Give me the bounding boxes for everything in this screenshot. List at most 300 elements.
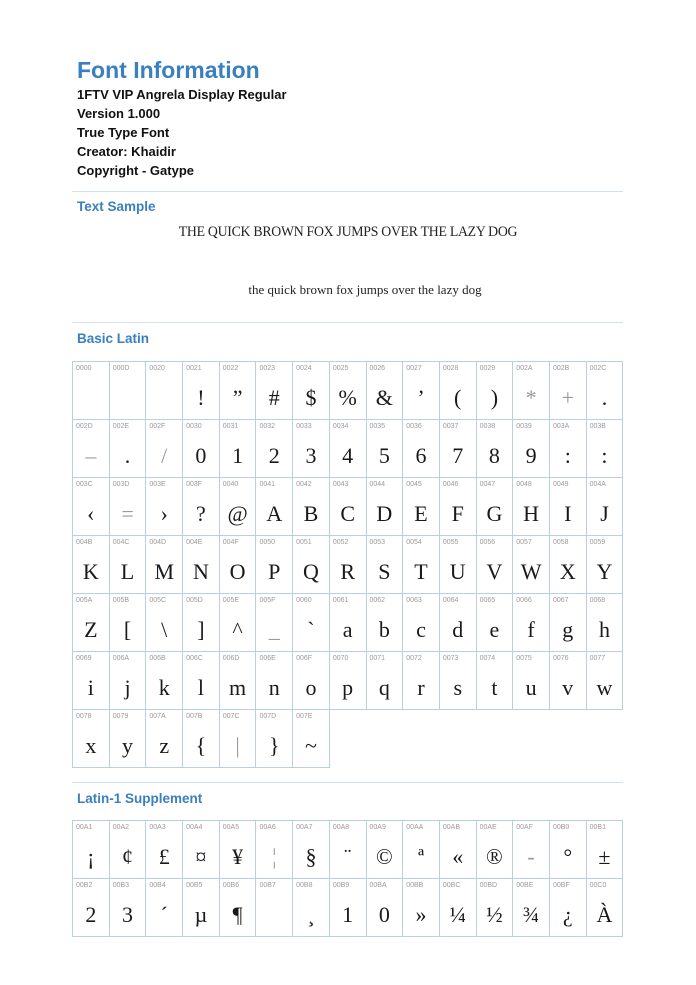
glyph-code: 0052 [332,539,349,546]
glyph-char: l [197,675,204,700]
empty-cell [439,710,476,768]
sample-lowercase: the quick brown fox jumps over the lazy dog [248,282,482,297]
glyph-code: 003C [76,481,93,488]
glyph-cell [549,821,586,879]
glyph-cell [183,821,220,879]
glyph-cell [73,879,110,937]
latin1-glyph-grid [72,820,623,937]
empty-cell [329,710,366,768]
glyph-code: 0024 [296,365,312,372]
glyph-char: ª [417,844,425,869]
glyph-code: 0032 [259,423,276,430]
glyph-char: D [376,501,393,526]
glyph-char: O [229,559,246,584]
glyph-cell [183,652,220,710]
glyph-char: m [229,675,247,700]
glyph-code: 00AB [442,824,460,831]
glyph-cell [549,536,586,594]
glyph-char: c [416,617,426,642]
glyph-cell [109,478,146,536]
glyph-code: 002E [112,423,130,430]
glyph-char: © [375,844,393,869]
glyph-code: 0056 [479,539,496,546]
glyph-char: = [121,501,134,526]
glyph-code: 00BB [406,882,424,889]
glyph-cell [403,879,440,937]
glyph-char: G [486,501,503,526]
glyph-code: 00AF [516,824,533,831]
glyph-code: 0073 [442,655,459,662]
glyph-char: 0 [378,902,390,927]
glyph-char: I [564,501,572,526]
glyph-char: . [601,385,608,410]
glyph-cell [183,594,220,652]
glyph-cell [219,478,256,536]
glyph-char: ” [232,385,243,410]
glyph-code: 0037 [442,423,459,430]
glyph-code: 0029 [479,365,496,372]
glyph-code: 0053 [369,539,386,546]
glyph-cell [476,420,513,478]
glyph-code: 00B3 [112,882,130,889]
glyph-cell [73,420,110,478]
glyph-char: # [268,385,280,410]
glyph-cell [366,821,403,879]
glyph-char: 6 [415,443,427,468]
glyph-code: 0040 [222,481,239,488]
glyph-code: 0033 [296,423,312,430]
glyph-code: 0075 [516,655,532,662]
glyph-char: N [192,559,209,584]
glyph-char: [ [123,617,132,642]
empty-cell [586,710,623,768]
glyph-cell [476,879,513,937]
glyph-char: K [82,559,99,584]
glyph-cell [256,594,293,652]
glyph-code: 0062 [369,597,386,604]
glyph-char: – [85,443,97,468]
glyph-cell [366,420,403,478]
glyph-code: 0044 [369,481,386,488]
glyph-cell [73,362,110,420]
glyph-cell [366,594,403,652]
glyph-char: z [159,733,170,758]
glyph-char: » [415,902,427,927]
glyph-code: 00A8 [332,824,350,831]
glyph-char: v [562,675,574,700]
glyph-cell [219,821,256,879]
glyph-code: 00B6 [222,882,240,889]
page-title: Font Information [77,57,260,83]
glyph-code: 00B4 [149,882,166,889]
glyph-char: ¨ [343,844,352,869]
glyph-char: 3 [122,902,134,927]
glyph-code: 0068 [589,597,606,604]
glyph-char: ? [196,501,206,526]
glyph-char: ¸ [307,902,315,927]
glyph-char: ¦ [272,844,277,869]
glyph-cell [183,536,220,594]
glyph-cell [256,710,293,768]
glyph-char: W [520,559,542,584]
glyph-cell [146,478,183,536]
glyph-char: ¶ [232,902,243,927]
font-creator: Creator: Khaidir [77,144,176,159]
glyph-cell [329,478,366,536]
glyph-cell [586,362,623,420]
glyph-char: ¥ [232,844,244,869]
glyph-char: _ [268,617,280,642]
glyph-code: 005C [149,597,167,604]
glyph-code: 0051 [296,539,312,546]
glyph-code: 0043 [332,481,349,488]
glyph-code: 00A3 [149,824,166,831]
glyph-cell [329,821,366,879]
glyph-cell [293,362,330,420]
glyph-code: 00B2 [76,882,93,889]
glyph-cell [146,821,183,879]
glyph-code: 00BF [552,882,570,889]
glyph-cell [329,879,366,937]
glyph-code: 0036 [406,423,422,430]
glyph-cell [439,536,476,594]
glyph-cell [403,594,440,652]
glyph-cell [293,420,330,478]
glyph-code: 00B1 [589,824,606,831]
glyph-code: 004D [149,539,167,546]
glyph-char: V [486,559,503,584]
glyph-cell [109,362,146,420]
glyph-code: 0000 [76,365,92,372]
glyph-code: 00B8 [296,882,313,889]
glyph-char: } [269,733,280,758]
glyph-char: « [452,844,464,869]
glyph-char: ¤ [195,844,207,869]
glyph-code: 00B9 [332,882,350,889]
glyph-cell [586,821,623,879]
font-metadata [77,85,287,180]
glyph-cell [256,821,293,879]
glyph-char: M [154,559,174,584]
glyph-cell [329,362,366,420]
glyph-cell [476,362,513,420]
glyph-cell [109,536,146,594]
glyph-code: 005F [259,597,276,604]
glyph-char: * [525,385,537,410]
glyph-char: ) [490,385,499,410]
glyph-char: ½ [486,902,503,927]
glyph-cell [109,821,146,879]
glyph-code: 00B7 [259,882,276,889]
glyph-cell [256,652,293,710]
glyph-char: › [160,501,168,526]
glyph-row [73,420,623,478]
glyph-char: 7 [452,443,464,468]
glyph-cell [219,420,256,478]
glyph-code: 003A [552,423,570,430]
empty-cell [476,710,513,768]
glyph-code: 00A7 [296,824,313,831]
glyph-code: 0058 [552,539,569,546]
glyph-char: k [158,675,170,700]
glyph-code: 00BC [442,882,461,889]
glyph-code: 007D [259,713,277,720]
glyph-code: 0047 [479,481,496,488]
glyph-char: : [564,443,571,468]
glyph-char: | [235,733,240,758]
text-sample-heading: Text Sample [77,199,156,214]
glyph-code: 002C [589,365,607,372]
glyph-cell [73,710,110,768]
sample-uppercase: THE QUICK BROWN FOX JUMPS OVER THE LAZY DOG [178,224,518,240]
empty-cell [513,710,550,768]
glyph-code: 00BE [516,882,534,889]
glyph-char: E [414,501,428,526]
glyph-char: § [305,844,317,869]
glyph-cell [439,362,476,420]
divider [72,782,623,783]
glyph-cell [439,879,476,937]
glyph-cell [366,879,403,937]
glyph-char: q [378,675,390,700]
glyph-cell [146,362,183,420]
glyph-cell [183,710,220,768]
glyph-char: ! [197,385,205,410]
glyph-char: g [562,617,574,642]
glyph-code: 00A1 [76,824,93,831]
glyph-cell [109,594,146,652]
glyph-code: 0070 [332,655,349,662]
glyph-cell [73,478,110,536]
empty-cell [403,710,440,768]
glyph-code: 002A [516,365,533,372]
glyph-row [73,594,623,652]
glyph-code: 0025 [332,365,349,372]
glyph-code: 0079 [112,713,129,720]
glyph-code: 007E [296,713,313,720]
glyph-char: ¾ [522,902,540,927]
glyph-code: 006D [222,655,240,662]
glyph-cell [476,478,513,536]
glyph-code: 0057 [516,539,532,546]
glyph-code: 004F [222,539,239,546]
glyph-code: 000D [112,365,130,372]
glyph-char: T [414,559,428,584]
glyph-char: H [523,501,540,526]
glyph-cell [403,478,440,536]
glyph-row [73,710,623,768]
glyph-cell [586,420,623,478]
glyph-code: 0035 [369,423,386,430]
glyph-cell [366,536,403,594]
glyph-code: 0030 [186,423,202,430]
glyph-cell [549,879,586,937]
glyph-cell [549,594,586,652]
glyph-cell [293,478,330,536]
glyph-code: 007B [186,713,203,720]
divider [72,191,623,192]
glyph-char: u [525,675,537,700]
glyph-cell [293,821,330,879]
glyph-cell [513,478,550,536]
glyph-char: % [338,385,357,410]
glyph-code: 0060 [296,597,312,604]
glyph-cell [183,362,220,420]
glyph-cell [256,536,293,594]
glyph-code: 0026 [369,365,386,372]
glyph-char: X [559,559,576,584]
glyph-code: 00A9 [369,824,386,831]
glyph-cell [513,879,550,937]
latin1-heading: Latin-1 Supplement [77,791,203,806]
glyph-code: 0074 [479,655,496,662]
glyph-code: 006A [112,655,130,662]
glyph-char: 2 [268,443,280,468]
glyph-char: Z [84,617,98,642]
glyph-code: 003B [589,423,606,430]
glyph-cell [403,652,440,710]
glyph-code: 00A5 [222,824,240,831]
glyph-char: + [561,385,574,410]
glyph-cell [183,879,220,937]
glyph-code: 0050 [259,539,276,546]
glyph-cell [476,652,513,710]
glyph-char: j [124,675,131,700]
glyph-code: 00A4 [186,824,203,831]
glyph-char: n [268,675,280,700]
glyph-char: i [87,675,94,700]
glyph-char: Y [596,559,613,584]
glyph-char: 1 [232,443,244,468]
basic-latin-glyph-grid [72,361,623,768]
glyph-code: 00B0 [552,824,570,831]
glyph-code: 004E [186,539,203,546]
glyph-code: 0055 [442,539,459,546]
glyph-char: J [600,501,609,526]
glyph-code: 006E [259,655,276,662]
glyph-code: 0063 [406,597,422,604]
glyph-cell [366,362,403,420]
glyph-char: - [527,844,535,869]
glyph-cell [109,710,146,768]
glyph-code: 007A [149,713,166,720]
glyph-code: 00AE [479,824,497,831]
glyph-char: / [161,443,168,468]
glyph-char: a [342,617,353,642]
glyph-cell [476,536,513,594]
font-type: True Type Font [77,125,170,140]
glyph-cell [586,478,623,536]
glyph-cell [439,420,476,478]
glyph-code: 005A [76,597,93,604]
glyph-code: 0049 [552,481,569,488]
glyph-char: L [120,559,135,584]
font-copyright: Copyright - Gatype [77,163,195,178]
divider [72,322,623,323]
glyph-cell [513,420,550,478]
glyph-char: 4 [342,443,354,468]
glyph-char: r [417,675,425,700]
glyph-code: 00AA [406,824,424,831]
glyph-char: ¢ [122,844,134,869]
glyph-char: e [489,617,500,642]
glyph-char: y [122,733,134,758]
glyph-char: ( [454,385,462,410]
glyph-code: 006C [186,655,203,662]
glyph-code: 0059 [589,539,606,546]
glyph-code: 0077 [589,655,606,662]
glyph-code: 005E [222,597,240,604]
glyph-cell [183,420,220,478]
glyph-code: 0027 [406,365,422,372]
glyph-code: 005D [186,597,203,604]
glyph-char: b [378,617,390,642]
glyph-cell [513,594,550,652]
glyph-cell [146,536,183,594]
glyph-row [73,879,623,937]
glyph-char: ± [598,844,611,869]
glyph-char: t [491,675,498,700]
glyph-code: 0071 [369,655,386,662]
glyph-code: 003E [149,481,166,488]
glyph-cell [329,536,366,594]
glyph-cell [513,652,550,710]
glyph-cell [403,420,440,478]
glyph-code: 0072 [406,655,422,662]
glyph-code: 003F [186,481,203,488]
glyph-row [73,536,623,594]
empty-cell [366,710,403,768]
glyph-cell [513,362,550,420]
glyph-char: ´ [160,902,168,927]
glyph-char: & [375,385,393,410]
glyph-code: 002D [76,423,93,430]
glyph-code: 0061 [332,597,349,604]
glyph-cell [439,652,476,710]
glyph-char: d [452,617,464,642]
glyph-cell [146,420,183,478]
glyph-char: x [85,733,97,758]
glyph-code: 006F [296,655,313,662]
glyph-char: ¿ [562,902,573,927]
glyph-code: 0028 [442,365,459,372]
glyph-cell [293,710,330,768]
glyph-cell [513,536,550,594]
glyph-char: w [596,675,613,700]
glyph-char: ® [486,844,503,869]
glyph-char: µ [194,902,208,927]
glyph-char: 5 [378,443,390,468]
glyph-code: 0067 [552,597,569,604]
glyph-char: 9 [525,443,537,468]
glyph-char: R [340,559,355,584]
glyph-code: 0020 [149,365,165,372]
glyph-cell [219,594,256,652]
glyph-code: 0066 [516,597,532,604]
glyph-char: À [596,902,613,927]
glyph-cell [366,652,403,710]
glyph-cell [329,420,366,478]
glyph-cell [439,478,476,536]
glyph-code: 006B [149,655,166,662]
glyph-code: 004B [76,539,93,546]
glyph-cell [219,652,256,710]
glyph-code: 002B [552,365,570,372]
glyph-char: S [378,559,391,584]
glyph-code: 0076 [552,655,569,662]
glyph-cell [586,879,623,937]
glyph-char: A [266,501,283,526]
